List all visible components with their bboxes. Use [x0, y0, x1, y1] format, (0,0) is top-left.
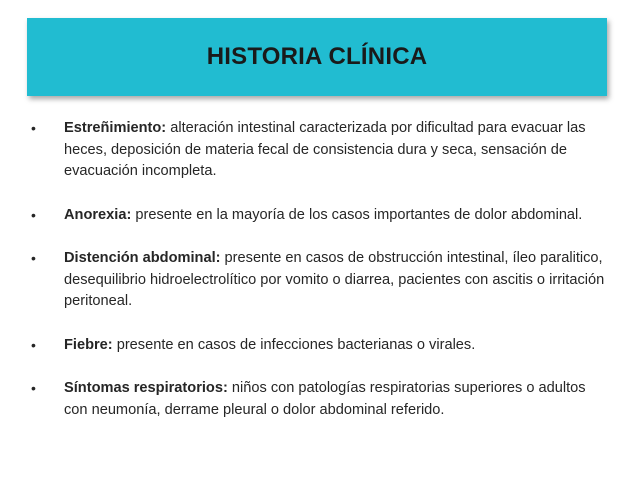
bullet-text: alteración intestinal caracterizada por dificultad para evacuar las heces, deposición de materia fecal de consistencia dura y seca, sensación de evacuación incompleta.	[64, 120, 586, 179]
title-banner	[27, 18, 607, 96]
slide-title: HISTORIA CLÍNICA	[206, 43, 428, 70]
bullet-icon: •	[31, 120, 36, 136]
bullet-item-sintomas-respiratorios	[31, 378, 606, 421]
bullet-text: presente en casos de infecciones bacterianas o virales.	[112, 336, 476, 353]
bullet-list	[31, 118, 606, 421]
bullet-item-estrenimiento	[31, 118, 606, 183]
bullet-term: Fiebre:	[64, 336, 113, 353]
bullet-item-fiebre	[31, 335, 606, 357]
bullet-icon: •	[31, 380, 36, 396]
bullet-text: niños con patologías respiratorias superiores o adultos con neumonía, derrame pleural o dolor abdominal referido.	[64, 380, 586, 418]
bullet-icon: •	[31, 336, 36, 353]
bullet-icon: •	[31, 206, 36, 223]
bullet-item-distencion	[31, 248, 606, 313]
bullet-term: Distención abdominal:	[64, 250, 221, 266]
bullet-term: Anorexia:	[64, 206, 132, 223]
bullet-text: presente en casos de obstrucción intestinal, íleo paralitico, desequilibrio hidroelectrolítico por vomito o diarrea, pacientes con ascitis o irritación peritoneal.	[64, 250, 605, 309]
bullet-term: Síntomas respiratorios:	[64, 380, 228, 396]
bullet-item-anorexia	[31, 205, 606, 227]
bullet-text: presente en la mayoría de los casos importantes de dolor abdominal.	[131, 206, 583, 223]
bullet-icon: •	[31, 250, 36, 266]
bullet-term: Estreñimiento:	[64, 120, 167, 136]
